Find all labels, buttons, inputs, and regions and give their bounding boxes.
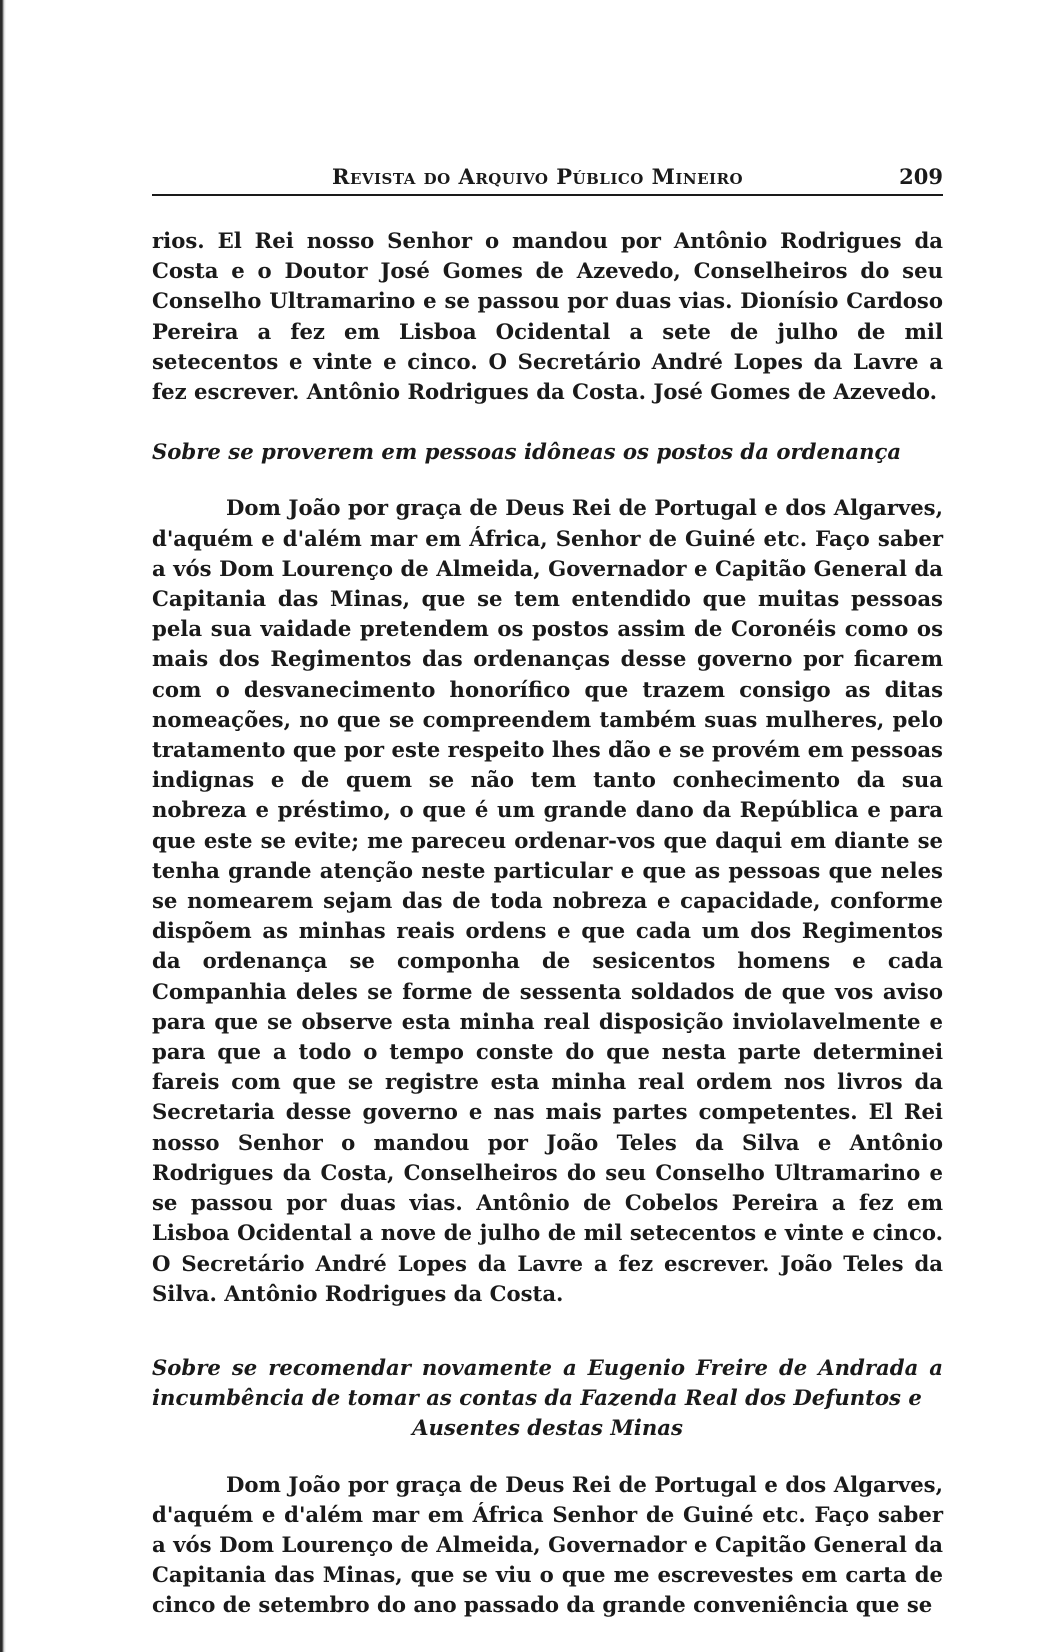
page-number: 209	[899, 164, 943, 189]
section-heading-eugenio-last-line: Ausentes destas Minas	[412, 1415, 683, 1441]
paragraph-ordenanca: Dom João por graça de Deus Rei de Portugal e dos Algarves, d'aquém e d'além mar em África, Senhor de Guiné etc. Faço saber a vós Dom Lourenço de Almeida, Governador e Capitão General da Capitania das Minas, que se tem entendido que muitas pessoas pela sua vaidade pretendem os postos assim de Coronéis como os mais dos Regimentos das ordenanças desse governo por ficarem com o desvanecimento honorífico que trazem consigo as ditas nomeações, no que se compreendem também suas mulheres, pelo tratamento que por este respeito lhes dão e se provém em pessoas indignas e de quem se não tem tanto conhecimento da sua nobreza e préstimo, o que é um grande dano da República e para que este se evite; me pareceu ordenar-vos que daqui em diante se tenha grande atenção neste particular e que as pessoas que neles se nomearem sejam das de toda nobreza e capacidade, conforme dispõem as minhas reais ordens e que cada um dos Regimentos da ordenança se componha de sesicentos homens e cada Companhia deles se forme de sessenta soldados de que vos aviso para que se observe esta minha real disposição inviolavelmente e para que a todo o tempo conste do que nesta parte determinei fareis com que se registre esta minha real ordem nos livros da Secretaria desse governo e nas mais partes competentes. El Rei nosso Senhor o mandou por João Teles da Silva e Antônio Rodrigues da Costa, Conselheiros do seu Conselho Ultramarino e se passou por duas vias. Antônio de Cobelos Pereira a fez em Lisboa Ocidental a nove de julho de mil setecentos e vinte e cinco. O Secretário André Lopes da Lavre a fez escrever. João Teles da Silva. Antônio Rodrigues da Costa.	[152, 495, 943, 1306]
running-header	[152, 160, 943, 196]
section-heading-eugenio: Sobre se recomendar novamente a Eugenio Freire de Andrada a incumbência de tomar as contas da Fazenda Real dos Defuntos e	[152, 1354, 943, 1411]
section-heading-ordenanca: Sobre se proverem em pessoas idôneas os postos da ordenança	[152, 439, 902, 465]
paragraph-eugenio: Dom João por graça de Deus Rei de Portugal e dos Algarves, d'aquém e d'além mar em África Senhor de Guiné etc. Faço saber a vós Dom Lourenço de Almeida, Governador e Capitão General da Capitania das Minas, que se viu o que me escrevestes em carta de cinco de setembro do ano passado da grande conveniência que se	[152, 1471, 943, 1618]
paragraph-continuation: rios. El Rei nosso Senhor o mandou por Antônio Rodrigues da Costa e o Doutor José Gomes de Azevedo, Conselheiros do seu Conselho Ultramarino e se passou por duas vias. Dionísio Cardoso Pereira a fez em Lisboa Ocidental a sete de julho de mil setecentos e vinte e cinco. O Secretário André Lopes da Lavre a fez escrever. Antônio Rodrigues da Costa. José Gomes de Azevedo.	[152, 228, 943, 405]
body-text	[152, 226, 943, 1621]
running-title: Revista do Arquivo Público Mineiro	[332, 164, 744, 189]
page-binding-edge	[0, 0, 6, 1652]
